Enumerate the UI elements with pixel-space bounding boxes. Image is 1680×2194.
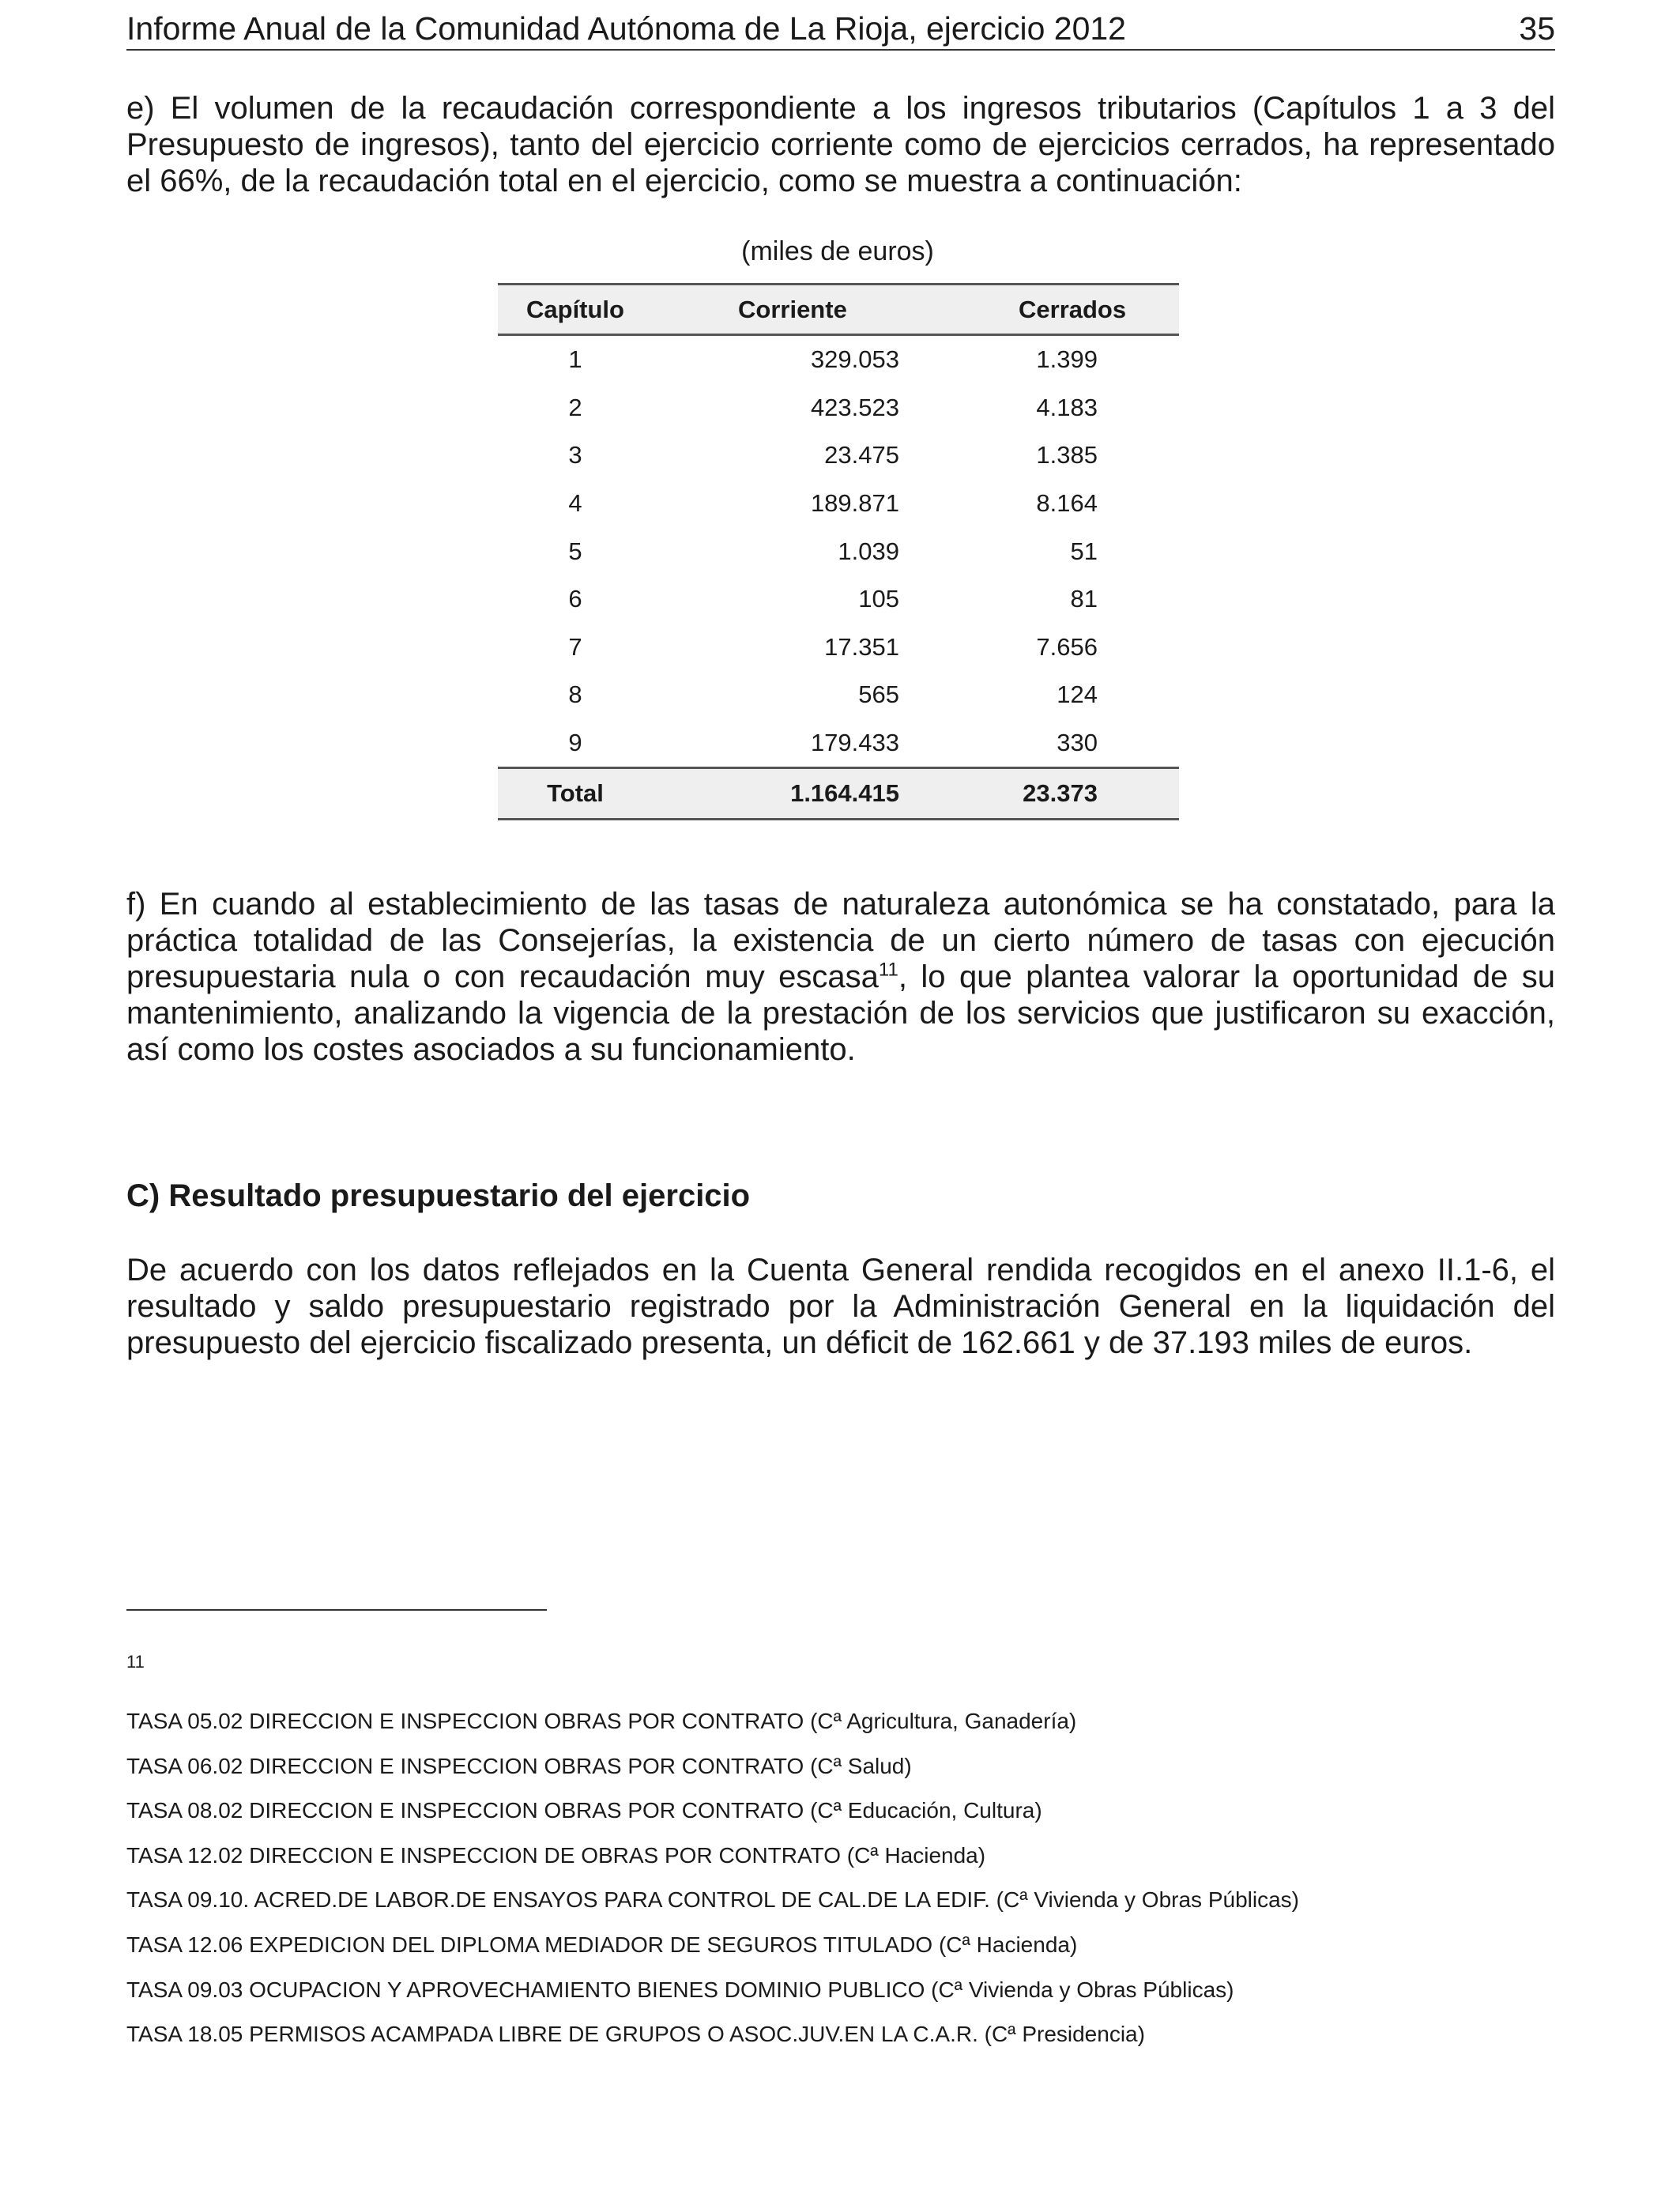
footnote-item: TASA 18.05 PERMISOS ACAMPADA LIBRE DE GRUPOS O ASOC.JUV.EN LA C.A.R. (Cª Presidencia) (126, 2022, 1145, 2047)
cell-cerrados: 7.656 (1036, 632, 1098, 661)
footnote-item: TASA 09.10. ACRED.DE LABOR.DE ENSAYOS PARA CONTROL DE CAL.DE LA EDIF. (Cª Vivienda y Obras Públicas) (126, 1887, 1299, 1913)
paragraph-f-text-after: , lo que plantea valorar la oportunidad de su mantenimiento, analizando la vigencia de la prestación de los servicios que justificaron su exacción, así como los costes asociados a su funcionamiento. (126, 959, 1556, 1067)
table-row (498, 527, 1179, 575)
table-row (498, 480, 1179, 528)
cell-corriente: 179.433 (810, 729, 899, 757)
cell-cerrados: 4.183 (1036, 393, 1098, 421)
cell-cerrados: 124 (1057, 680, 1098, 709)
cell-corriente: 105 (858, 585, 899, 613)
cell-cerrados: 81 (1070, 585, 1098, 613)
report-title: Informe Anual de la Comunidad Autónoma de La Rioja, ejercicio 2012 (126, 10, 1126, 47)
table-row (498, 384, 1179, 432)
cell-cerrados: 8.164 (1036, 489, 1098, 518)
cell-corriente: 423.523 (810, 393, 899, 421)
cell-capitulo: 9 (568, 729, 582, 757)
cell-capitulo: 4 (568, 489, 582, 518)
table-row (498, 432, 1179, 480)
total-label: Total (498, 768, 653, 820)
cell-capitulo: 8 (568, 680, 582, 709)
cell-capitulo: 1 (568, 345, 582, 374)
cell-corriente: 23.475 (824, 441, 899, 469)
header-capitulo: Capítulo (498, 285, 653, 335)
header-corriente: Corriente (653, 285, 953, 335)
cell-corriente: 1.039 (838, 537, 899, 565)
footnote-item: TASA 12.06 EXPEDICION DEL DIPLOMA MEDIADOR DE SEGUROS TITULADO (Cª Hacienda) (126, 1932, 1078, 1957)
footnote-number: 11 (126, 1652, 145, 1672)
page-number: 35 (1519, 10, 1555, 47)
table-row (498, 575, 1179, 624)
cell-cerrados: 1.399 (1036, 345, 1098, 374)
footnote-item: TASA 08.02 DIRECCION E INSPECCION OBRAS POR CONTRATO (Cª Educación, Cultura) (126, 1798, 1042, 1823)
cell-capitulo: 5 (568, 537, 582, 565)
footnote-item: TASA 06.02 DIRECCION E INSPECCION OBRAS POR CONTRATO (Cª Salud) (126, 1753, 912, 1778)
section-c-heading: C) Resultado presupuestario del ejercicio (126, 1178, 751, 1213)
table-header-row (498, 285, 1179, 335)
paragraph-f (126, 886, 1555, 1068)
total-corriente: 1.164.415 (653, 768, 953, 820)
cell-cerrados: 51 (1070, 537, 1098, 565)
section-c-paragraph: De acuerdo con los datos reflejados en la Cuenta General rendida recogidos en el anexo II.1-6, el resultado y saldo presupuestario registrado por la Administración General en la liquidación del presupuesto del ejercicio fiscalizado presenta, un déficit de 162.661 y de 37.193 miles de euros. (126, 1253, 1555, 1360)
footnote-item: TASA 05.02 DIRECCION E INSPECCION OBRAS POR CONTRATO (Cª Agricultura, Ganadería) (126, 1709, 1077, 1733)
cell-cerrados: 330 (1057, 729, 1098, 757)
footnote-item: TASA 12.02 DIRECCION E INSPECCION DE OBRAS POR CONTRATO (Cª Hacienda) (126, 1842, 986, 1868)
cell-corriente: 329.053 (810, 345, 899, 374)
table-total-row (498, 768, 1179, 820)
cell-corriente: 189.871 (810, 489, 899, 518)
revenue-table (498, 283, 1179, 820)
cell-capitulo: 2 (568, 393, 582, 421)
paragraph-e: e) El volumen de la recaudación correspondiente a los ingresos tributarios (Capítulos 1 a 3 del Presupuesto de ingresos), tanto del ejercicio corriente como de ejercicios cerrados, ha representado el 66%, de la recaudación total en el ejercicio, como se muestra a continuación: (126, 91, 1555, 198)
cell-capitulo: 6 (568, 585, 582, 613)
cell-capitulo: 7 (568, 632, 582, 661)
header-cerrados: Cerrados (953, 285, 1179, 335)
footnote-item: TASA 09.03 OCUPACION Y APROVECHAMIENTO BIENES DOMINIO PUBLICO (Cª Vivienda y Obras Públicas) (126, 1977, 1234, 2002)
table-row (498, 719, 1179, 768)
paragraph-f-text-before: f) En cuando al establecimiento de las tasas de naturaleza autonómica se ha constatado, para la práctica totalidad de las Consejerías, la existencia de un cierto número de tasas con ejecución presupuestaria nula o con recaudación muy escasa (126, 887, 1555, 994)
total-cerrados: 23.373 (953, 768, 1179, 820)
page-header (126, 8, 1555, 51)
cell-corriente: 565 (858, 680, 899, 709)
cell-cerrados: 1.385 (1036, 441, 1098, 469)
footnote-list (126, 1699, 1299, 2057)
table-row (498, 624, 1179, 672)
table-row (498, 335, 1179, 384)
cell-capitulo: 3 (568, 441, 582, 469)
cell-corriente: 17.351 (824, 632, 899, 661)
table-row (498, 671, 1179, 719)
footnote-divider (126, 1609, 547, 1611)
table-units-caption: (miles de euros) (741, 236, 934, 266)
footnote-reference[interactable]: 11 (878, 959, 898, 981)
